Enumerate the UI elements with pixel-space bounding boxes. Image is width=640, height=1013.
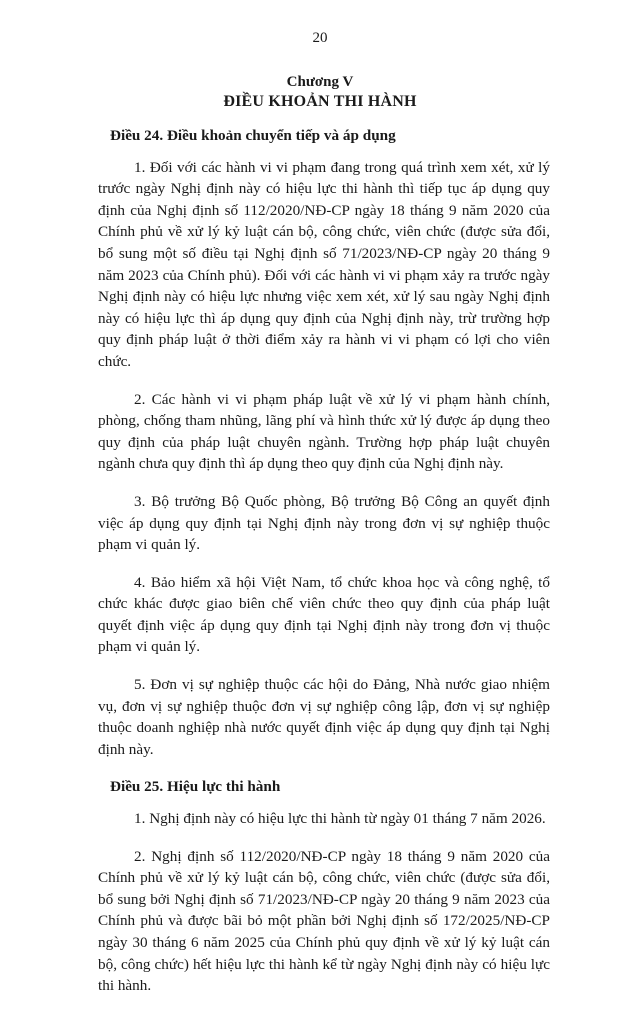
document-body bbox=[98, 125, 550, 1013]
chapter-header bbox=[0, 72, 640, 112]
article-24-paragraph-4: 4. Bảo hiểm xã hội Việt Nam, tổ chức khoa học và công nghệ, tổ chức khác được giao biên chế viên chức theo quy định của pháp luật quyết định việc áp dụng quy định tại Nghị định này trong đơn vị thuộc phạm vi quản lý. bbox=[98, 573, 550, 656]
article-25-paragraph-2: 2. Nghị định số 112/2020/NĐ-CP ngày 18 tháng 9 năm 2020 của Chính phủ về xử lý kỷ luật cán bộ, công chức, viên chức (được sửa đổi, bổ sung bởi Nghị định số 71/2023/NĐ-CP ngày 20 tháng 9 năm 2023 của Chính phủ và được bãi bỏ một phần bởi Nghị định số 172/2025/NĐ-CP ngày 30 tháng 6 năm 2025 của Chính phủ quy định về xử lý kỷ luật cán bộ, công chức) hết hiệu lực thi hành kể từ ngày Nghị định này có hiệu lực thi hành. bbox=[98, 847, 550, 995]
article-24-heading: Điều 24. Điều khoản chuyển tiếp và áp dụng bbox=[110, 127, 396, 144]
chapter-title: ĐIỀU KHOẢN THI HÀNH bbox=[223, 93, 417, 110]
article-24-paragraph-2: 2. Các hành vi vi phạm pháp luật về xử lý vi phạm hành chính, phòng, chống tham nhũng, lãng phí và hình thức xử lý được áp dụng theo quy định của pháp luật chuyên ngành. Trường hợp pháp luật chuyên ngành chưa quy định thì áp dụng theo quy định của Nghị định này. bbox=[98, 390, 550, 473]
article-24-paragraph-5: 5. Đơn vị sự nghiệp thuộc các hội do Đảng, Nhà nước giao nhiệm vụ, đơn vị sự nghiệp thuộc đơn vị sự nghiệp công lập, đơn vị sự nghiệp thuộc doanh nghiệp nhà nước quyết định việc áp dụng quy định tại Nghị định này. bbox=[98, 676, 550, 758]
chapter-label: Chương V bbox=[286, 74, 354, 90]
article-25-paragraph-1: 1. Nghị định này có hiệu lực thi hành từ ngày 01 tháng 7 năm 2026. bbox=[134, 810, 546, 828]
article-25-heading: Điều 25. Hiệu lực thi hành bbox=[110, 778, 281, 796]
page-number: 20 bbox=[312, 30, 328, 46]
article-24-paragraph-3: 3. Bộ trưởng Bộ Quốc phòng, Bộ trưởng Bộ Công an quyết định việc áp dụng quy định tại Nghị định này trong đơn vị sự nghiệp thuộc phạm vi quản lý. bbox=[98, 492, 550, 554]
article-24-paragraph-1: 1. Đối với các hành vi vi phạm đang trong quá trình xem xét, xử lý trước ngày Nghị định này có hiệu lực thi hành thì tiếp tục áp dụng quy định của Nghị định số 112/2020/NĐ-CP ngày 18 tháng 9 năm 2020 của Chính phủ về xử lý kỷ luật cán bộ, công chức, viên chức (được sửa đổi, bổ sung một số điều tại Nghị định số 71/2023/NĐ-CP ngày 20 tháng 9 năm 2023 của Chính phủ). Đối với các hành vi vi phạm xảy ra trước ngày Nghị định này có hiệu lực nhưng việc xem xét, xử lý sau ngày Nghị định này có hiệu lực thì áp dụng quy định của Nghị định này, trừ trường hợp quy định pháp luật ở thời điểm xảy ra hành vi vi phạm có lợi cho viên chức. bbox=[98, 158, 550, 370]
